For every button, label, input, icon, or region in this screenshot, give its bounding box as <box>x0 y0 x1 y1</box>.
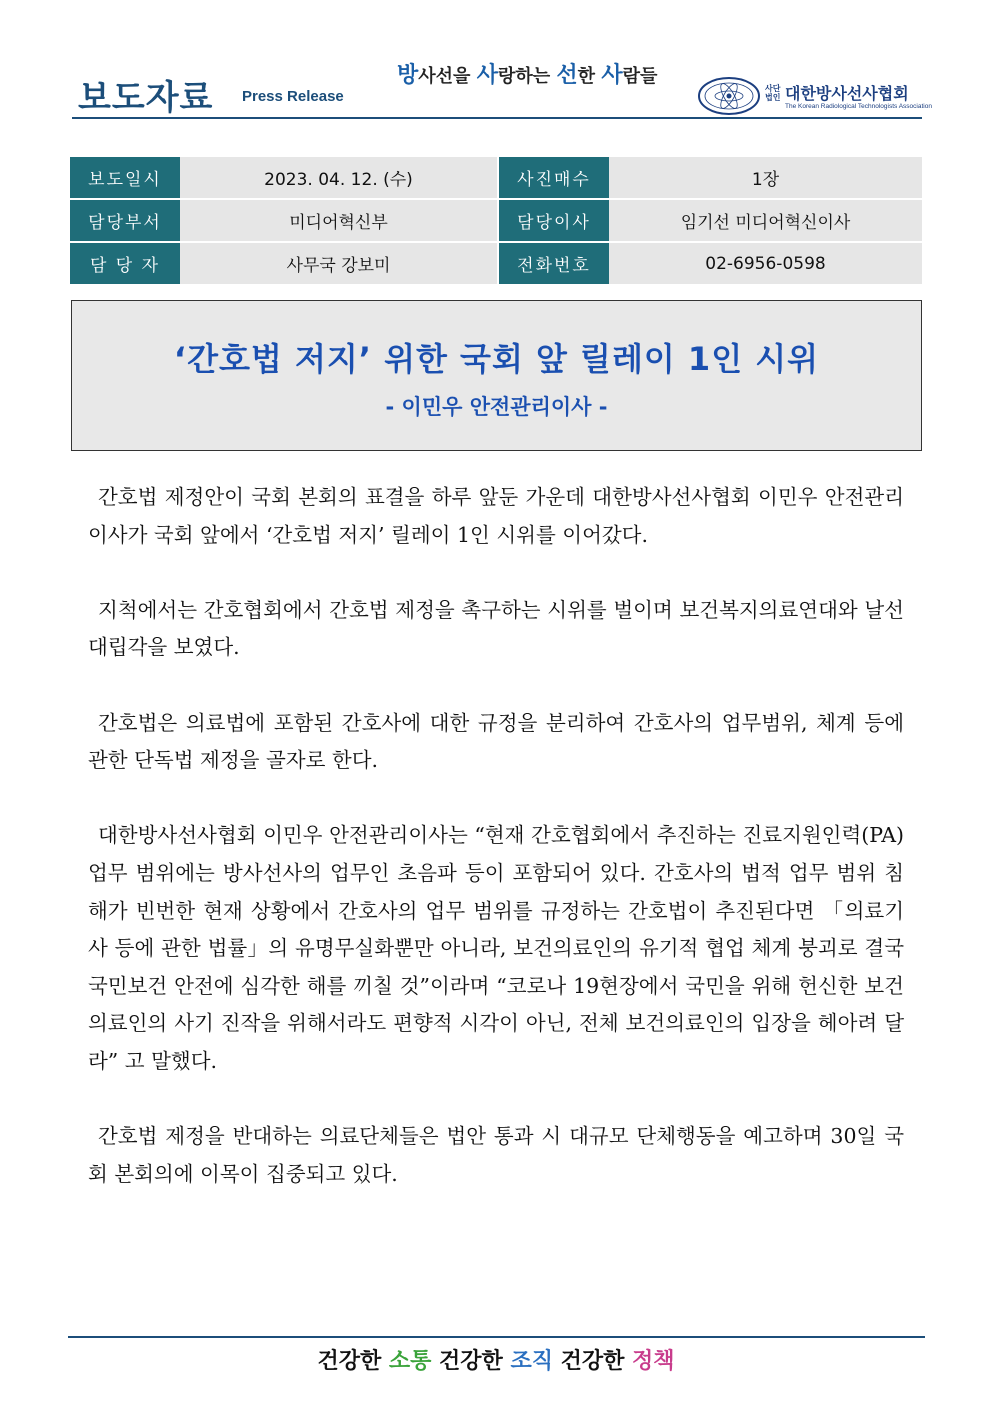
footer-slogan <box>0 1344 992 1375</box>
slogan-part: 랑하는 <box>497 66 557 87</box>
org-name-english: The Korean Radiological Technologists Association <box>785 103 932 110</box>
footer-part: 소통 <box>388 1349 432 1374</box>
body-paragraph: 대한방사선사협회 이민우 안전관리이사는 “현재 간호협회에서 추진하는 진료지원인력(PA) 업무 범위에는 방사선사의 업무인 초음파 등이 포함되어 있다. 간호사의 법적 업무 범위 침해가 빈번한 현재 상황에서 간호사의 업무 범위를 규정하는 간호법이 추진된다면 「의료기사 등에 관한 법률」의 유명무실화뿐만 아니라, 보건의료인의 유기적 협업 체계 붕괴로 결국 국민보건 안전에 심각한 해를 끼칠 것”이라며 “코로나 19현장에서 국민을 위해 헌신한 보건의료인의 사기 진작을 위해서라도 편향적 시각이 아닌, 전체 보건의료인의 입장을 헤아려 달라” 고 말했다. <box>88 823 904 1073</box>
org-kind-label: 사단법인 <box>765 84 781 102</box>
date-label: 보도일시 <box>70 157 180 198</box>
phone-label: 전화번호 <box>499 243 609 284</box>
director-label: 담당이사 <box>499 200 609 241</box>
footer-part: 건강한 <box>552 1349 633 1374</box>
headline-box <box>71 300 922 451</box>
headline-title: ‘간호법 저지’ 위한 국회 앞 릴레이 1인 시위 <box>173 340 820 378</box>
slogan-part: 사선을 <box>418 66 477 87</box>
association-logo <box>697 76 932 116</box>
press-release-title: 보도자료 <box>78 78 214 118</box>
association-emblem-icon <box>697 76 761 116</box>
footer-divider <box>68 1336 925 1338</box>
slogan-part: 사 <box>476 63 498 88</box>
headline-subtitle: - 이민우 안전관리이사 - <box>385 395 608 419</box>
director-value: 임기선 미디어혁신이사 <box>609 200 922 241</box>
info-row <box>70 157 922 198</box>
body-paragraph: 간호법 제정안이 국회 본회의 표결을 하루 앞둔 가운데 대한방사선사협회 이민우 안전관리이사가 국회 앞에서 ‘간호법 저지’ 릴레이 1인 시위를 이어갔다. <box>88 485 904 547</box>
body-paragraph: 지척에서는 간호협회에서 간호법 제정을 촉구하는 시위를 벌이며 보건복지의료연대와 날선 대립각을 보였다. <box>88 597 904 660</box>
press-release-subtitle: Press Release <box>242 88 344 105</box>
photo-count-label: 사진매수 <box>499 157 609 198</box>
org-name: 대한방사선사협회 <box>785 84 909 103</box>
dept-value: 미디어혁신부 <box>180 200 497 241</box>
footer-part: 정책 <box>632 1349 675 1374</box>
slogan-part: 방 <box>397 63 419 88</box>
release-info-table <box>70 155 922 286</box>
contact-label: 담 당 자 <box>70 243 180 284</box>
phone-value: 02-6956-0598 <box>609 243 922 284</box>
date-value: 2023. 04. 12. (수) <box>180 157 497 198</box>
header-divider <box>72 117 922 119</box>
footer-part: 건강한 <box>431 1349 511 1374</box>
body-paragraph: 간호법 제정을 반대하는 의료단체들은 법안 통과 시 대규모 단체행동을 예고하며 30일 국회 본회의에 이목이 집중되고 있다. <box>88 1124 904 1186</box>
contact-value: 사무국 강보미 <box>180 243 497 284</box>
dept-label: 담당부서 <box>70 200 180 241</box>
slogan-part: 사 <box>601 63 623 88</box>
footer-part: 건강한 <box>317 1349 389 1374</box>
article-body <box>88 479 904 1231</box>
slogan <box>397 58 657 89</box>
slogan-part: 한 <box>577 66 602 87</box>
info-row <box>70 200 922 241</box>
body-paragraph: 간호법은 의료법에 포함된 간호사에 대한 규정을 분리하여 간호사의 업무범위, 체계 등에 관한 단독법 제정을 골자로 한다. <box>88 710 904 773</box>
slogan-part: 람들 <box>622 66 658 87</box>
photo-count-value: 1장 <box>609 157 922 198</box>
press-header <box>72 50 932 118</box>
footer-part: 조직 <box>510 1349 553 1374</box>
slogan-part: 선 <box>556 63 578 88</box>
info-row <box>70 243 922 284</box>
